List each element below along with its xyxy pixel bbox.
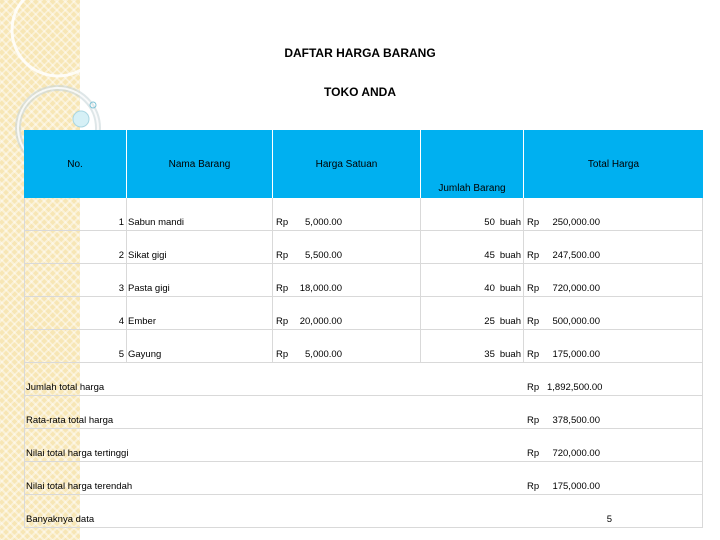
header-quantity: Jumlah Barang <box>421 130 524 198</box>
table-row <box>24 198 703 231</box>
summary-currency: Rp <box>527 448 540 459</box>
price-amount: 5,500.00 <box>305 250 342 261</box>
total-currency: Rp <box>527 217 540 228</box>
total-amount: 500,000.00 <box>552 316 600 327</box>
qty-value: 50 <box>484 217 495 228</box>
price-amount: 5,000.00 <box>305 349 342 360</box>
price-table <box>24 130 703 528</box>
row-item-name: Gayung <box>127 330 273 362</box>
total-currency: Rp <box>527 349 540 360</box>
row-item-name: Pasta gigi <box>127 264 273 296</box>
price-currency: Rp <box>276 349 289 360</box>
row-unit-price <box>273 297 421 329</box>
summary-currency: Rp <box>527 382 540 393</box>
header-unit-price: Harga Satuan <box>273 130 421 198</box>
row-item-name: Sabun mandi <box>127 198 273 230</box>
qty-unit: buah <box>499 316 521 327</box>
price-currency: Rp <box>276 316 289 327</box>
price-amount: 18,000.00 <box>299 283 342 294</box>
summary-value <box>524 396 703 428</box>
summary-row-total <box>24 363 703 396</box>
qty-value: 40 <box>484 283 495 294</box>
row-quantity <box>421 297 524 329</box>
document-title: DAFTAR HARGA BARANG <box>284 46 436 60</box>
row-total-price <box>524 297 703 329</box>
row-quantity <box>421 231 524 263</box>
summary-label: Nilai total harga tertinggi <box>24 429 524 461</box>
price-currency: Rp <box>276 283 289 294</box>
total-currency: Rp <box>527 316 540 327</box>
table-row <box>24 264 703 297</box>
qty-value: 45 <box>484 250 495 261</box>
qty-value: 25 <box>484 316 495 327</box>
total-currency: Rp <box>527 283 540 294</box>
qty-unit: buah <box>499 349 521 360</box>
summary-label: Jumlah total harga <box>24 363 524 395</box>
row-total-price <box>524 231 703 263</box>
summary-currency: Rp <box>527 415 540 426</box>
summary-currency: Rp <box>527 481 540 492</box>
price-currency: Rp <box>276 250 289 261</box>
count-label: Banyaknya data <box>24 495 524 527</box>
total-amount: 247,500.00 <box>552 250 600 261</box>
summary-row-min <box>24 462 703 495</box>
qty-value: 35 <box>484 349 495 360</box>
total-amount: 175,000.00 <box>552 349 600 360</box>
row-no: 5 <box>24 330 127 362</box>
row-no: 4 <box>24 297 127 329</box>
price-amount: 20,000.00 <box>299 316 342 327</box>
row-no: 2 <box>24 231 127 263</box>
summary-label: Nilai total harga terendah <box>24 462 524 494</box>
summary-row-average <box>24 396 703 429</box>
row-total-price <box>524 330 703 362</box>
summary-row-count <box>24 495 703 528</box>
table-row <box>24 297 703 330</box>
header-item-name: Nama Barang <box>127 130 273 198</box>
summary-amount: 720,000.00 <box>552 448 600 459</box>
row-quantity <box>421 198 524 230</box>
total-amount: 720,000.00 <box>552 283 600 294</box>
header-total-price: Total Harga <box>587 158 640 170</box>
summary-amount: 175,000.00 <box>552 481 600 492</box>
summary-value <box>524 363 703 395</box>
table-row <box>24 231 703 264</box>
total-currency: Rp <box>527 250 540 261</box>
summary-label: Rata-rata total harga <box>24 396 524 428</box>
total-amount: 250,000.00 <box>552 217 600 228</box>
summary-value <box>524 462 703 494</box>
summary-row-max <box>24 429 703 462</box>
price-currency: Rp <box>276 217 289 228</box>
table-header <box>24 130 703 198</box>
row-unit-price <box>273 330 421 362</box>
row-item-name: Ember <box>127 297 273 329</box>
price-amount: 5,000.00 <box>305 217 342 228</box>
document-subtitle: TOKO ANDA <box>324 85 396 99</box>
qty-unit: buah <box>499 250 521 261</box>
row-quantity <box>421 330 524 362</box>
summary-amount: 1,892,500.00 <box>547 382 603 393</box>
row-total-price <box>524 198 703 230</box>
row-unit-price <box>273 264 421 296</box>
row-unit-price <box>273 198 421 230</box>
summary-amount: 378,500.00 <box>552 415 600 426</box>
row-total-price <box>524 264 703 296</box>
header-no: No. <box>24 130 127 198</box>
table-row <box>24 330 703 363</box>
row-no: 1 <box>24 198 127 230</box>
row-no: 3 <box>24 264 127 296</box>
summary-value <box>524 429 703 461</box>
qty-unit: buah <box>499 217 521 228</box>
row-item-name: Sikat gigi <box>127 231 273 263</box>
count-value: 5 <box>524 495 703 527</box>
row-quantity <box>421 264 524 296</box>
row-unit-price <box>273 231 421 263</box>
qty-unit: buah <box>499 283 521 294</box>
